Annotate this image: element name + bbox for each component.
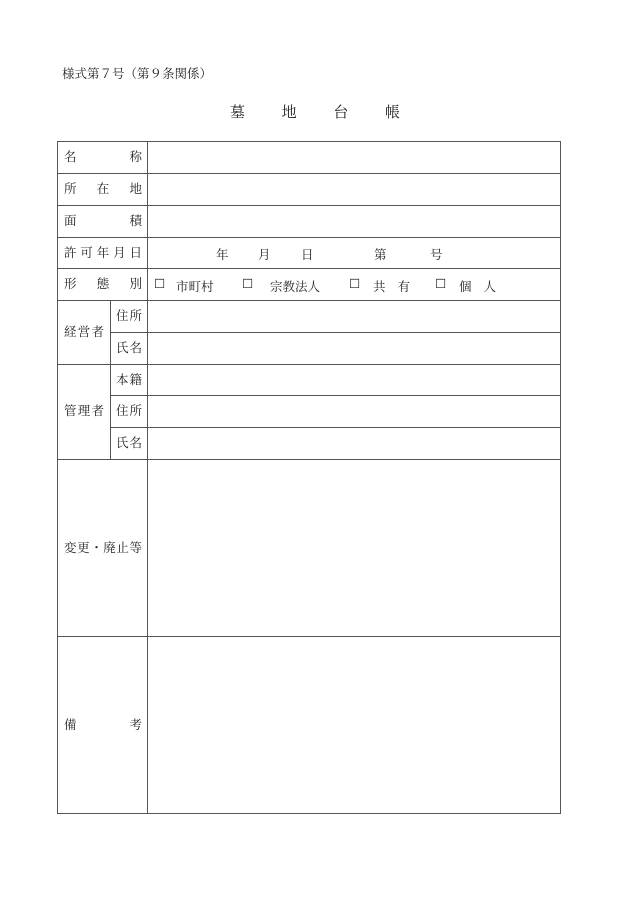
checkbox-individual[interactable]: ☐ [435,276,447,291]
row-divider [110,395,561,396]
row-divider [57,205,561,206]
label-operator: 経営者 [64,324,104,339]
option-individual: 個人 [459,279,509,294]
row-divider [110,427,561,428]
label-type: 形態別 [64,276,142,291]
option-religious: 宗教法人 [270,279,321,294]
row-divider [57,237,561,238]
row-divider [57,364,561,365]
permit-year: 年 [216,247,229,262]
checkbox-municipality[interactable]: ☐ [154,276,166,291]
permit-month: 月 [258,247,271,262]
permit-number-dai: 第 [374,247,387,262]
label-permit-date: 許可年月日 [64,245,142,260]
label-manager-domicile: 本籍 [116,372,142,387]
option-shared: 共有 [373,279,423,294]
row-divider [57,459,561,460]
label-location: 所在地 [64,181,142,196]
row-divider [57,173,561,174]
column-divider [147,141,148,814]
table-border [57,141,561,814]
row-divider [57,300,561,301]
checkbox-religious[interactable]: ☐ [242,276,254,291]
permit-day: 日 [301,247,314,262]
label-remarks: 備考 [64,717,142,732]
row-divider [57,268,561,269]
form-number: 様式第７号（第９条関係） [62,66,213,81]
label-manager: 管理者 [64,403,104,418]
label-changes: 変更・廃止等 [64,540,142,555]
label-manager-name: 氏名 [116,435,142,450]
permit-number-go: 号 [430,247,443,262]
checkbox-shared[interactable]: ☐ [349,276,361,291]
label-name: 名称 [64,149,142,164]
row-divider [57,636,561,637]
row-divider [110,332,561,333]
label-operator-address: 住所 [116,308,142,323]
option-municipality: 市町村 [176,279,214,294]
label-area: 面積 [64,213,142,228]
column-divider [110,300,111,459]
label-manager-address: 住所 [116,403,142,418]
document-title: 墓地台帳 [230,103,400,121]
label-operator-name: 氏名 [116,340,142,355]
